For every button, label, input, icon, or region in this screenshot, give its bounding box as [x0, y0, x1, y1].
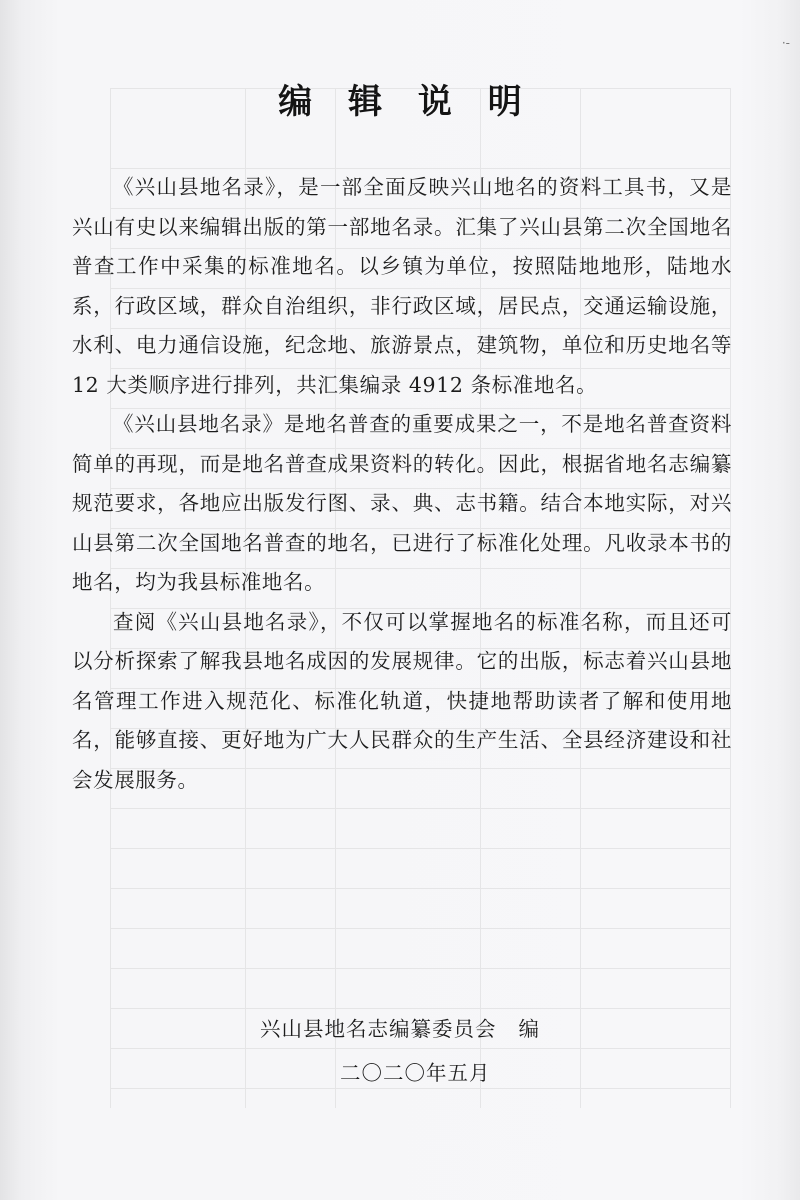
- signature-organization: 兴山县地名志编纂委员会: [260, 1017, 497, 1041]
- signature-date: 二〇二〇年五月: [340, 1061, 491, 1085]
- page-title: 编 辑 说 明: [278, 82, 534, 122]
- paragraph: 《兴山县地名录》，是一部全面反映兴山地名的资料工具书，又是兴山有史以来编辑出版的第一部地名录。汇集了兴山县第二次全国地名普查工作中采集的标准地名。以乡镇为单位，按照陆地地形，陆地水系，行政区域，群众自治组织，非行政区域，居民点，交通运输设施，水利、电力通信设施，纪念地、旅游景点，建筑物，单位和历史地名等 12 大类顺序进行排列，共汇集编录 4912 条标准地名。: [72, 175, 732, 397]
- signature-role: 编: [518, 1017, 540, 1041]
- ghost-rule: [110, 928, 730, 929]
- document-body: [72, 168, 732, 800]
- ghost-rule: [110, 808, 730, 809]
- ghost-rule: [110, 848, 730, 849]
- ghost-rule: [110, 968, 730, 969]
- ghost-rule: [110, 1088, 730, 1089]
- ghost-rule: [110, 1048, 730, 1049]
- page-corner-mark: ·-: [781, 36, 790, 50]
- signature-organization-line: [0, 1012, 800, 1042]
- ghost-rule: [110, 888, 730, 889]
- paragraph: 查阅《兴山县地名录》，不仅可以掌握地名的标准名称，而且还可以分析探索了解我县地名成因的发展规律。它的出版，标志着兴山县地名管理工作进入规范化、标准化轨道，快捷地帮助读者了解和使用地名，能够直接、更好地为广大人民群众的生产生活、全县经济建设和社会发展服务。: [72, 609, 732, 792]
- paragraph: 《兴山县地名录》是地名普查的重要成果之一，不是地名普查资料简单的再现，而是地名普查成果资料的转化。因此，根据省地名志编纂规范要求，各地应出版发行图、录、典、志书籍。结合本地实际，对兴山县第二次全国地名普查的地名，已进行了标准化处理。凡收录本书的地名，均为我县标准地名。: [72, 412, 732, 594]
- ghost-rule: [110, 1008, 730, 1009]
